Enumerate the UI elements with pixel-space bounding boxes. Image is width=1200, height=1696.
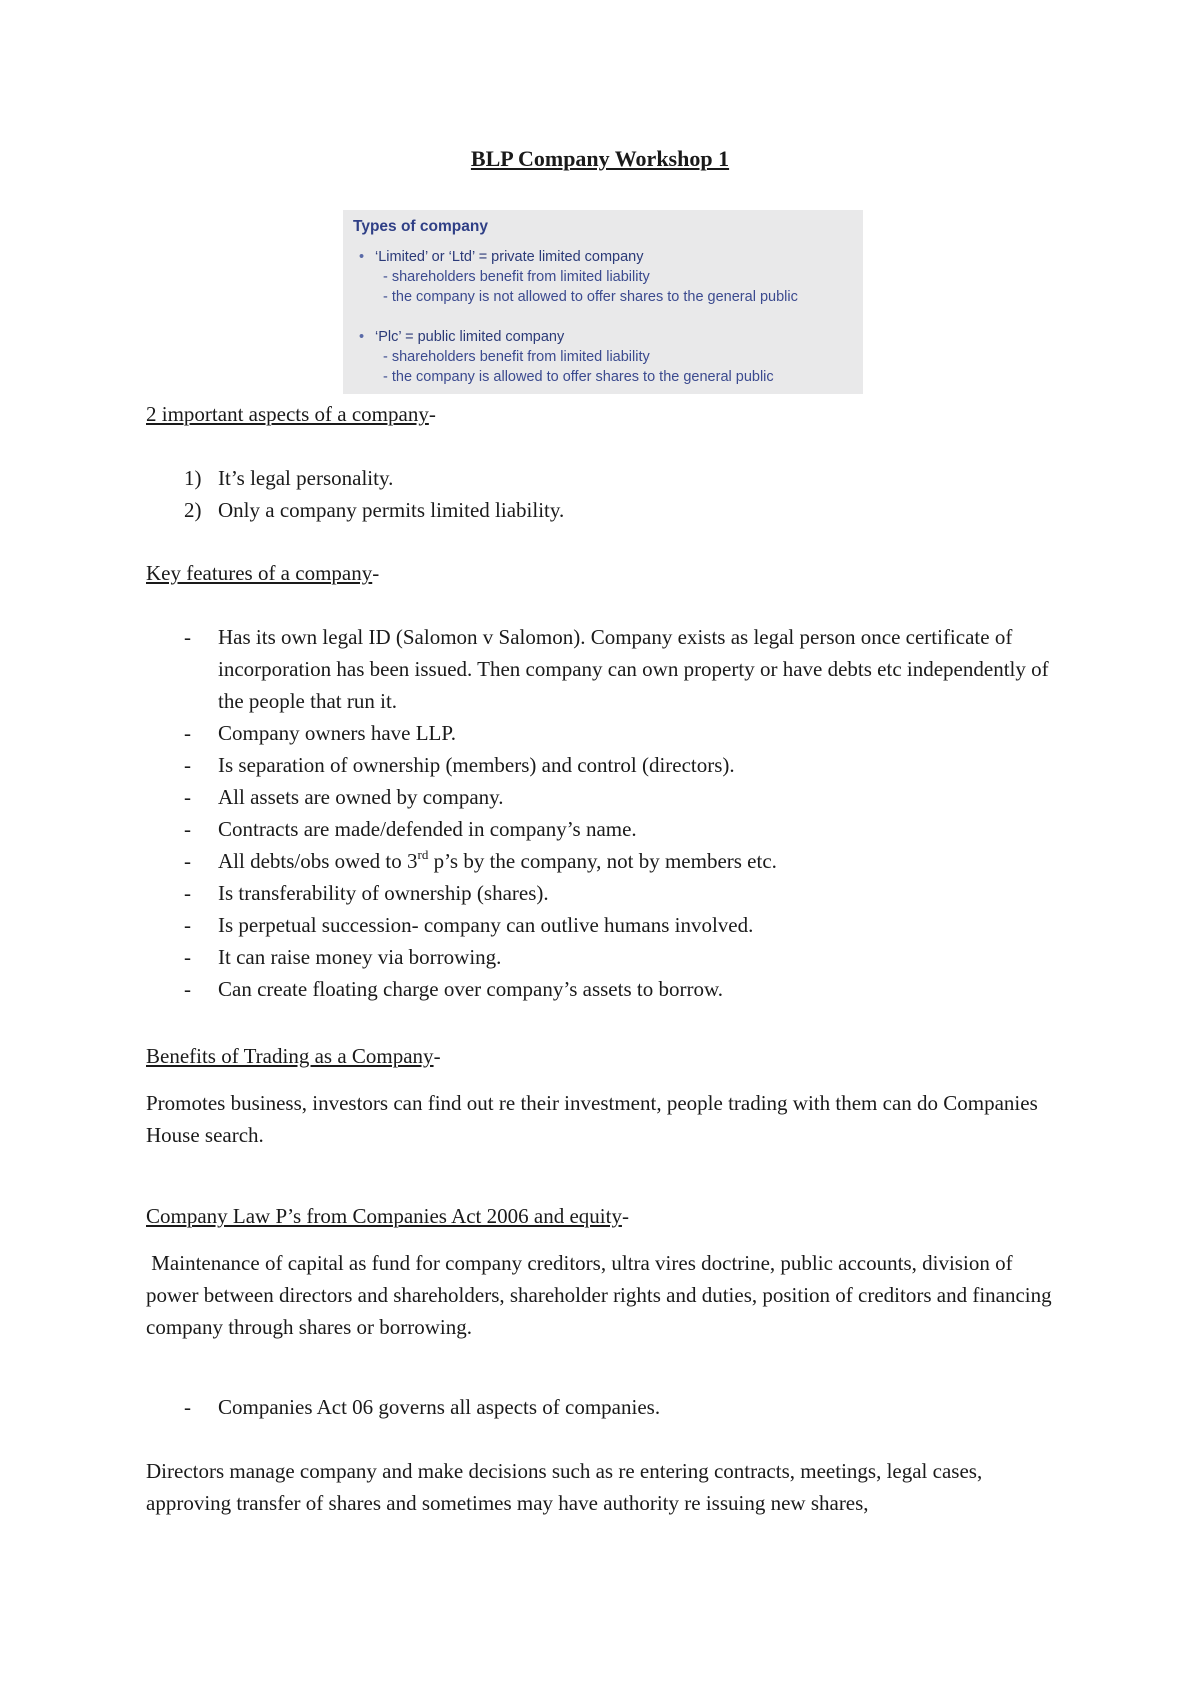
feature-text-6-after: p’s by the company, not by members etc.	[428, 849, 777, 873]
feature-item-4	[146, 781, 1066, 813]
document-title: BLP Company Workshop 1	[470, 146, 730, 171]
benefits-heading-text: Benefits of Trading as a Company	[146, 1044, 434, 1068]
directors-paragraph: Directors manage company and make decisions such as re entering contracts, meetings, legal cases, approving transfer of shares and sometimes may have authority re issuing new shares,	[146, 1459, 983, 1515]
features-heading	[146, 557, 379, 589]
feature-text-4: All assets are owned by company.	[218, 785, 504, 809]
aspects-heading	[146, 398, 436, 430]
aspect-text-2: Only a company permits limited liability.	[218, 498, 565, 522]
feature-item-7	[146, 877, 1066, 909]
feature-dash: -	[184, 785, 191, 809]
aspects-heading-text: 2 important aspects of a company	[146, 402, 429, 426]
law-bullet-item	[146, 1391, 1066, 1423]
law-paragraph: Maintenance of capital as fund for company creditors, ultra vires doctrine, public accounts, division of power between directors and shareholders, shareholder rights and duties, position of creditors and financing company through shares or borrowing.	[146, 1251, 1057, 1339]
feature-text-1: Has its own legal ID (Salomon v Salomon). Company exists as legal person once certificate of incorporation has been issued. Then company can own property or have debts etc independently of the people that run it.	[218, 625, 1049, 713]
features-heading-suffix: -	[372, 561, 380, 585]
feature-dash: -	[184, 753, 191, 777]
feature-dash: -	[184, 849, 191, 873]
slide-bullet-plc: • ‘Plc’ = public limited company	[353, 327, 853, 347]
feature-text-6-before: All debts/obs owed to 3	[218, 849, 418, 873]
law-heading	[146, 1200, 629, 1232]
slide-list	[353, 247, 853, 387]
feature-text-6-superscript: rd	[417, 847, 429, 862]
slide-bullet-ltd: • ‘Limited’ or ‘Ltd’ = private limited company	[353, 247, 853, 267]
feature-dash: -	[184, 881, 191, 905]
feature-item-8	[146, 909, 1066, 941]
benefits-heading-suffix: -	[433, 1044, 441, 1068]
feature-item-3	[146, 749, 1066, 781]
aspect-number-2: 2)	[184, 498, 202, 522]
feature-text-5: Contracts are made/defended in company’s name.	[218, 817, 637, 841]
feature-dash: -	[184, 721, 191, 745]
feature-dash: -	[184, 913, 191, 937]
law-heading-text: Company Law P’s from Companies Act 2006 and equity	[146, 1204, 622, 1228]
types-of-company-slide-image	[343, 210, 863, 394]
slide-spacer	[353, 307, 853, 327]
law-bullet-text: Companies Act 06 governs all aspects of companies.	[218, 1395, 661, 1419]
benefits-heading	[146, 1040, 441, 1072]
feature-item-9	[146, 941, 1066, 973]
law-bullet-list	[146, 1391, 1066, 1423]
feature-item-6	[146, 845, 1066, 877]
feature-dash: -	[184, 977, 191, 1001]
feature-dash: -	[184, 945, 191, 969]
aspect-number-1: 1)	[184, 466, 202, 490]
feature-item-1	[146, 621, 1066, 717]
benefits-paragraph: Promotes business, investors can find out re their investment, people trading with them can do Companies House search.	[146, 1091, 1038, 1147]
features-list	[146, 621, 1066, 1005]
feature-dash: -	[184, 625, 191, 649]
slide-sub-ltd-1: - shareholders benefit from limited liability	[383, 269, 650, 285]
feature-text-10: Can create floating charge over company’s assets to borrow.	[218, 977, 723, 1001]
aspect-text-1: It’s legal personality.	[218, 466, 394, 490]
feature-dash: -	[184, 817, 191, 841]
feature-text-8: Is perpetual succession- company can outlive humans involved.	[218, 913, 754, 937]
feature-item-10	[146, 973, 1066, 1005]
feature-text-2: Company owners have LLP.	[218, 721, 456, 745]
feature-item-5	[146, 813, 1066, 845]
slide-sub-ltd-2: - the company is not allowed to offer shares to the general public	[383, 289, 798, 305]
aspects-list	[146, 462, 564, 526]
aspect-item-2	[146, 494, 564, 526]
slide-sub-plc-1: - shareholders benefit from limited liability	[383, 349, 650, 365]
aspect-item-1	[146, 462, 564, 494]
law-heading-suffix: -	[621, 1204, 629, 1228]
feature-text-7: Is transferability of ownership (shares).	[218, 881, 549, 905]
slide-heading: Types of company	[353, 218, 488, 235]
law-bullet-dash: -	[184, 1395, 191, 1419]
feature-text-9: It can raise money via borrowing.	[218, 945, 502, 969]
aspects-heading-suffix: -	[428, 402, 436, 426]
features-heading-text: Key features of a company	[146, 561, 373, 585]
feature-item-2	[146, 717, 1066, 749]
feature-text-3: Is separation of ownership (members) and control (directors).	[218, 753, 735, 777]
slide-sub-plc-2: - the company is allowed to offer shares to the general public	[383, 369, 774, 385]
